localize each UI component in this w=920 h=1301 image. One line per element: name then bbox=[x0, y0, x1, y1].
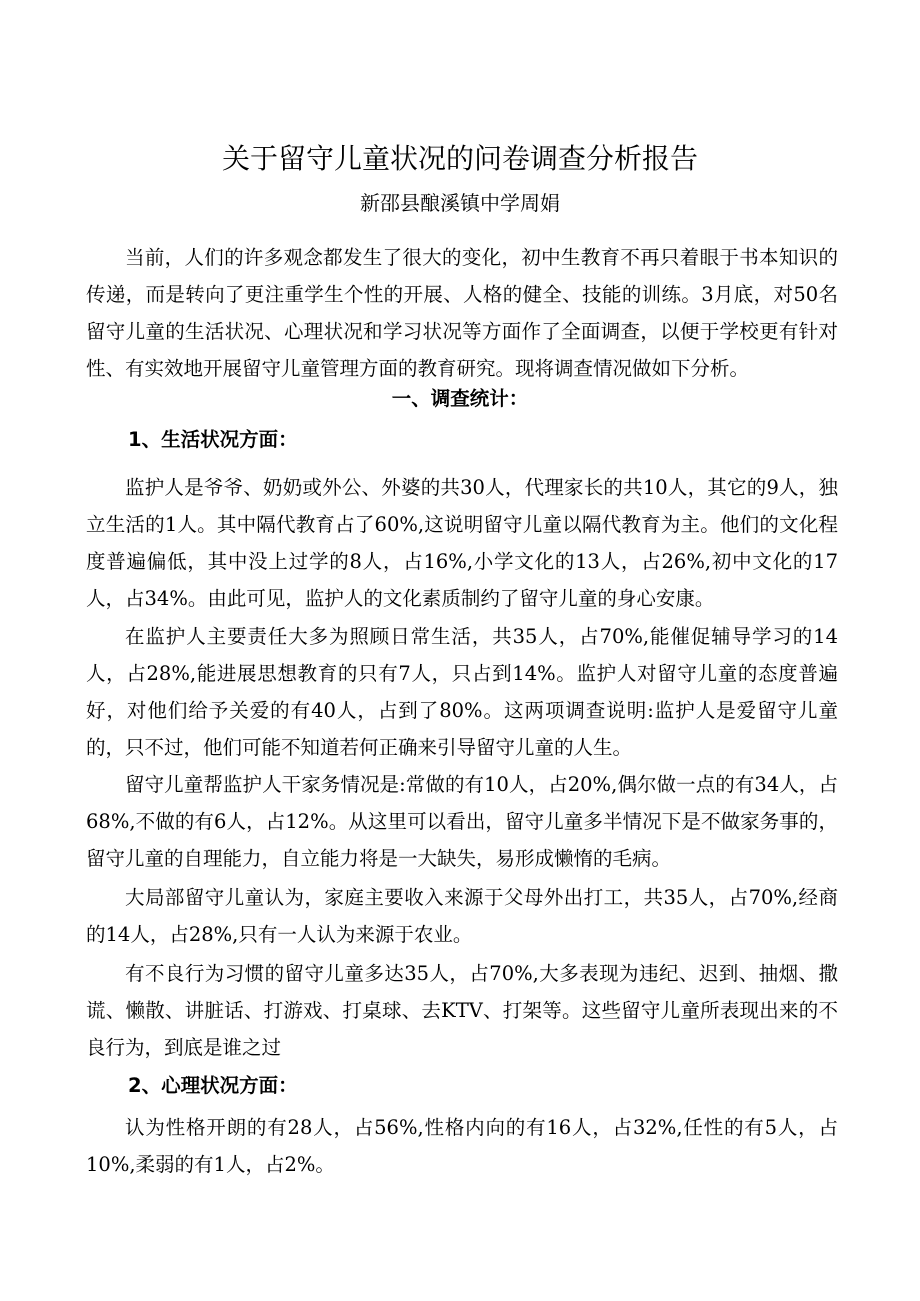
intro-paragraph: 当前，人们的许多观念都发生了很大的变化，初中生教育不再只着眼于书本知识的传递，而是转向了更注重学生个性的开展、人格的健全、技能的训练。3月底，对50名留守儿童的生活状况、心理状况和学习状况等方面作了全面调查，以便于学校更有针对性、有实效地开展留守儿童管理方面的教育研究。现将调查情况做如下分析。 bbox=[86, 246, 838, 380]
paragraph-guardian-duties: 在监护人主要责任大多为照顾日常生活，共35人，占70%,能催促辅导学习的14人，占28%,能进展思想教育的只有7人，只占到14%。监护人对留守儿童的态度普遍好，对他们给予关爱的有40人，占到了80%。这两项调查说明:监护人是爱留守儿童的，只不过，他们可能不知道若何正确来引导留守儿童的人生。 bbox=[86, 625, 838, 759]
section-heading-survey-statistics: 一、调查统计： bbox=[391, 387, 529, 410]
paragraph-guardians: 监护人是爷爷、奶奶或外公、外婆的共30人，代理家长的共10人，其它的9人，独立生活的1人。其中隔代教育占了60%,这说明留守儿童以隔代教育为主。他们的文化程度普遍偏低，其中没上过学的8人，占16%,小学文化的13人，占26%,初中文化的17人，占34%。由此可见，监护人的文化素质制约了留守儿童的身心安康。 bbox=[86, 476, 838, 610]
paragraph-housework: 留守儿童帮监护人干家务情况是:常做的有10人，占20%,偶尔做一点的有34人，占68%,不做的有6人，占12%。从这里可以看出，留守儿童多半情况下是不做家务事的，留守儿童的自理能力，自立能力将是一大缺失，易形成懒惰的毛病。 bbox=[86, 773, 838, 870]
document-title: 关于留守儿童状况的问卷调查分析报告 bbox=[221, 142, 698, 175]
paragraph-bad-habits: 有不良行为习惯的留守儿童多达35人，占70%,大多表现为违纪、迟到、抽烟、撒谎、懒散、讲脏话、打游戏、打桌球、去KTV、打架等。这些留守儿童所表现出来的不良行为，到底是谁之过 bbox=[86, 962, 838, 1059]
subsection-heading-psychological-state: 2、心理状况方面： bbox=[128, 1074, 298, 1097]
paragraph-family-income: 大局部留守儿童认为，家庭主要收入来源于父母外出打工，共35人，占70%,经商的14人，占28%,只有一人认为来源于农业。 bbox=[86, 886, 838, 946]
paragraph-personality: 认为性格开朗的有28人，占56%,性格内向的有16人，占32%,任性的有5人，占10%,柔弱的有1人，占2%。 bbox=[86, 1116, 838, 1176]
subsection-heading-living-conditions: 1、生活状况方面： bbox=[128, 428, 298, 451]
document-author: 新邵县酿溪镇中学周娟 bbox=[360, 191, 560, 215]
